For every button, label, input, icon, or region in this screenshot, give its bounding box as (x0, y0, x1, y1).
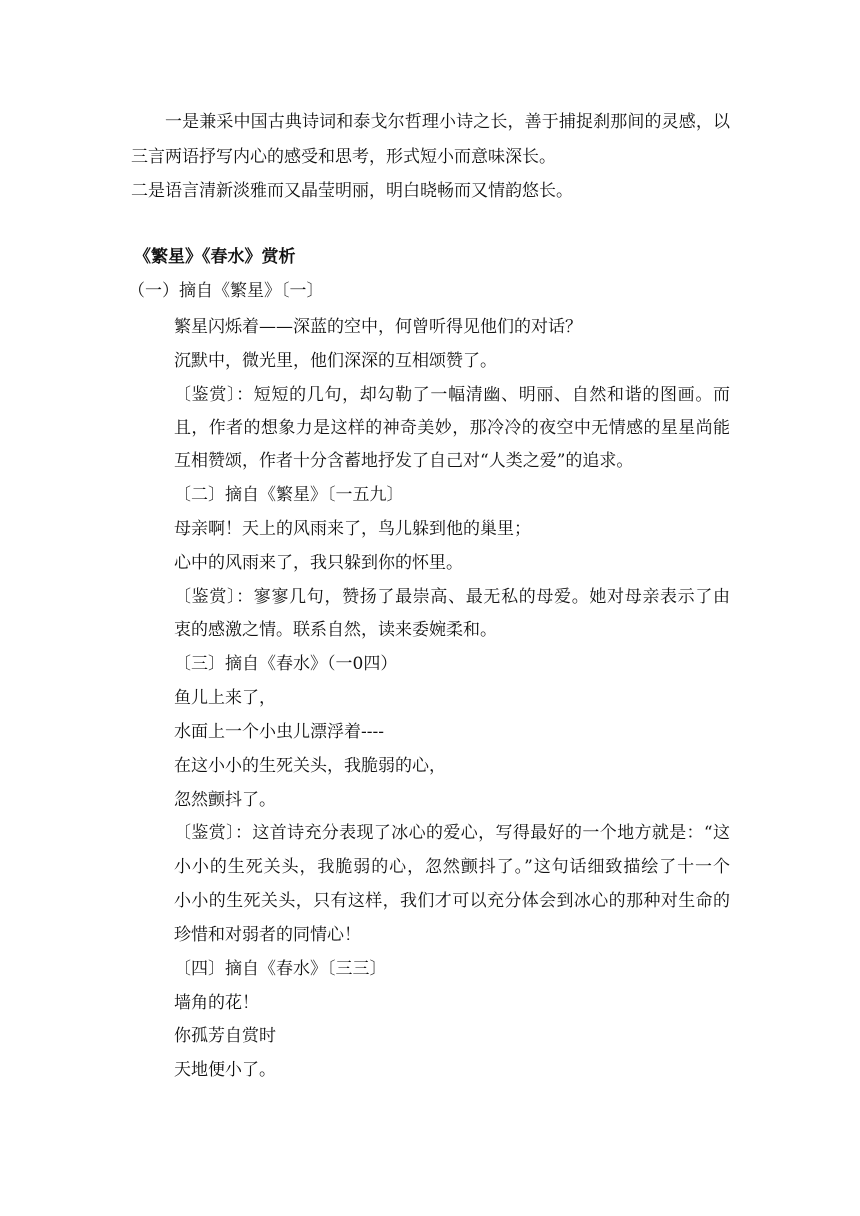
excerpt-3-appreciation-line-2: 小小的生死关头，我脆弱的心，忽然颤抖了。”这句话细致描绘了十一个 (174, 857, 730, 877)
excerpt-1-appreciation-line-2: 且，作者的想象力是这样的神奇美妙，那冷冷的夜空中无情感的星星尚能 (174, 418, 730, 438)
excerpt-3-poem-line-2: 水面上一个小虫儿漂浮着---- (174, 722, 384, 742)
excerpt-2-appreciation-line-2: 衷的感激之情。联系自然，读来委婉柔和。 (174, 620, 497, 640)
excerpt-2-poem-line-2: 心中的风雨来了，我只躲到你的怀里。 (174, 553, 463, 573)
section-title: 《繁星》《春水》赏析 (134, 247, 296, 267)
excerpt-4-poem-line-3: 天地便小了。 (174, 1060, 276, 1080)
excerpt-2-poem-line-1: 母亲啊！天上的风雨来了，鸟儿躲到他的巢里； (174, 519, 531, 539)
intro-paragraph-2: 二是语言清新淡雅而又晶莹明丽，明白晓畅而又情韵悠长。 (131, 181, 573, 201)
excerpt-3-appreciation-line-3: 小小的生死关头，只有这样，我们才可以充分体会到冰心的那种对生命的 (174, 891, 730, 911)
intro-paragraph-1-line-2: 三言两语抒写内心的感受和思考，形式短小而意味深长。 (131, 147, 556, 167)
excerpt-3-heading: 〔三〕摘自《春水》（一0四） (174, 654, 398, 674)
excerpt-1-poem-line-1: 繁星闪烁着——深蓝的空中，何曾听得见他们的对话？ (174, 317, 582, 337)
excerpt-4-heading: 〔四〕摘自《春水》〔三三〕 (174, 959, 387, 979)
excerpt-3-poem-line-1: 鱼儿上来了， (174, 688, 276, 708)
excerpt-4-poem-line-2: 你孤芳自赏时 (174, 1026, 276, 1046)
intro-paragraph-1-line-1: 一是兼采中国古典诗词和泰戈尔哲理小诗之长，善于捕捉刹那间的灵感，以 (165, 112, 730, 132)
excerpt-1-appreciation-line-3: 互相赞颂，作者十分含蓄地抒发了自己对“人类之爱”的追求。 (174, 451, 634, 471)
excerpt-1-poem-line-2: 沉默中，微光里，他们深深的互相颂赞了。 (174, 351, 497, 371)
excerpt-3-poem-line-4: 忽然颤抖了。 (174, 790, 276, 810)
excerpt-3-poem-line-3: 在这小小的生死关头，我脆弱的心， (174, 756, 446, 776)
excerpt-3-appreciation-line-4: 珍惜和对弱者的同情心！ (174, 925, 361, 945)
excerpt-4-poem-line-1: 墙角的花！ (174, 993, 259, 1013)
excerpt-1-appreciation-line-1: 〔鉴赏〕：短短的几句，却勾勒了一幅清幽、明丽、自然和谐的图画。而 (174, 385, 730, 405)
excerpt-1-heading: （一）摘自《繁星》〔一〕 (128, 281, 324, 301)
excerpt-2-heading: 〔二〕摘自《繁星》〔一五九〕 (174, 485, 404, 505)
excerpt-2-appreciation-line-1: 〔鉴赏〕：寥寥几句，赞扬了最崇高、最无私的母爱。她对母亲表示了由 (174, 587, 730, 607)
excerpt-3-appreciation-line-1: 〔鉴赏〕：这首诗充分表现了冰心的爱心，写得最好的一个地方就是：“这 (174, 823, 730, 843)
